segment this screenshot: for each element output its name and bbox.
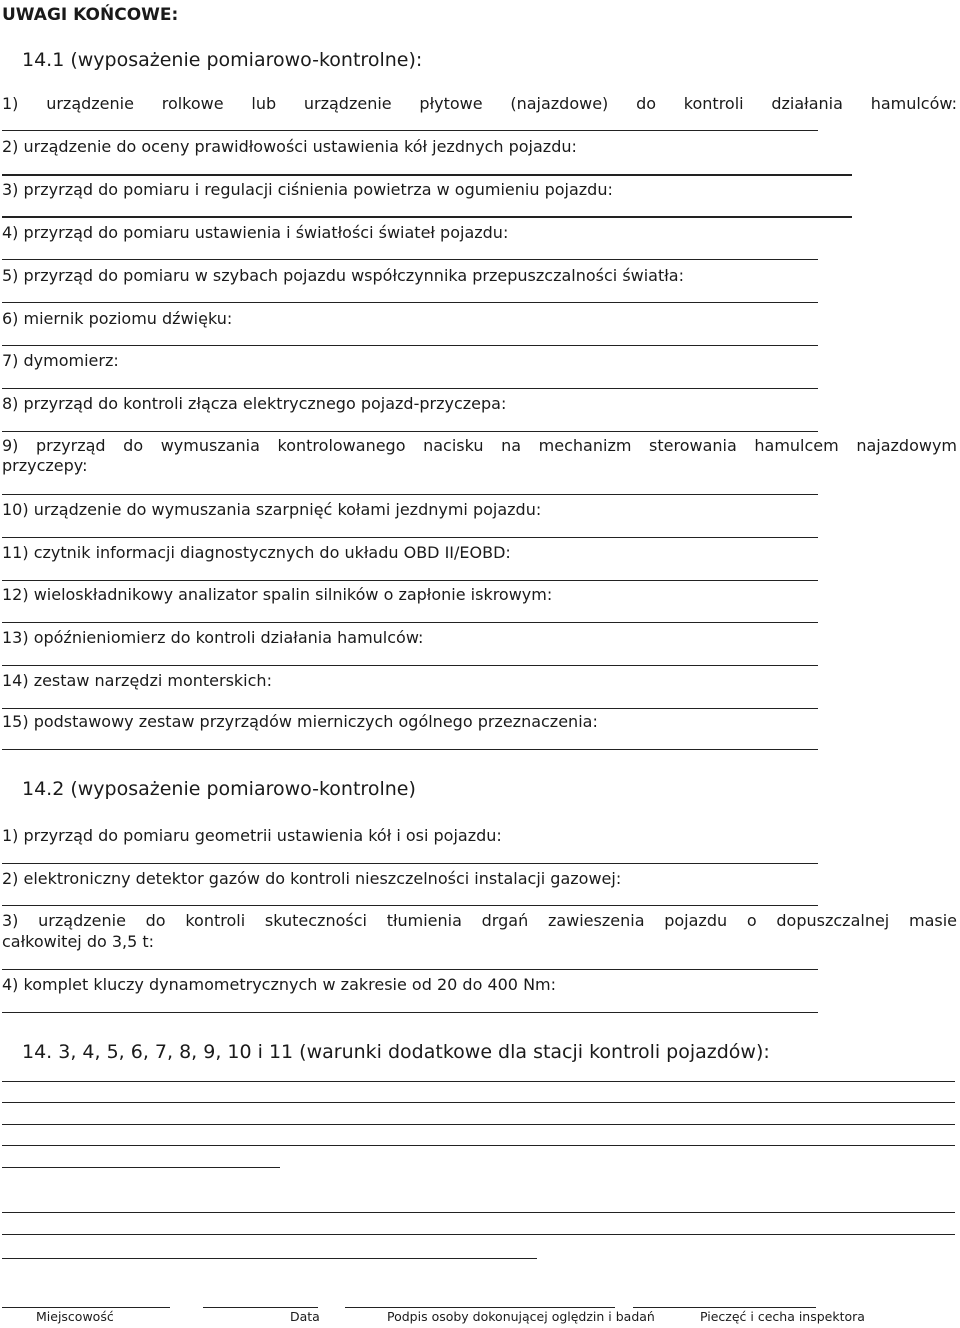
signature-line-stamp [633,1307,816,1308]
fill-line [2,1167,280,1168]
item-14-1-2: 2) urządzenie do oceny prawidłowości ustawienia kół jezdnych pojazdu: [2,137,577,156]
item-14-1-3: 3) przyrząd do pomiaru i regulacji ciśnienia powietrza w ogumieniu pojazdu: [2,180,613,199]
fill-line [2,969,818,970]
item-14-2-3: 3) urządzenie do kontroli skuteczności tłumienia drgań zawieszenia pojazdu o dopuszczalnej masie [2,911,957,930]
signature-signer-label: Podpis osoby dokonującej oględzin i badań [387,1309,655,1324]
fill-line [2,1145,955,1146]
fill-line [2,863,818,864]
fill-line [2,1258,537,1259]
item-14-1-4: 4) przyrząd do pomiaru ustawienia i światłości świateł pojazdu: [2,223,509,242]
fill-line [2,345,818,346]
item-14-2-2: 2) elektroniczny detektor gazów do kontroli nieszczelności instalacji gazowej: [2,869,622,888]
fill-line [2,130,818,131]
signature-stamp-label: Pieczęć i cecha inspektora [700,1309,865,1324]
fill-line [2,749,818,750]
signature-date-label: Data [290,1309,320,1324]
item-14-2-3-cont: całkowitej do 3,5 t: [2,932,155,951]
section-14-1-heading: 14.1 (wyposażenie pomiarowo-kontrolne): [22,49,423,71]
fill-line [2,302,818,303]
fill-line [2,431,818,432]
item-14-1-11: 11) czytnik informacji diagnostycznych do układu OBD II/EOBD: [2,543,511,562]
fill-line [2,580,818,581]
fill-line [2,174,852,176]
signature-line-place [2,1307,170,1308]
item-14-2-4: 4) komplet kluczy dynamometrycznych w zakresie od 20 do 400 Nm: [2,975,557,994]
fill-line [2,1212,955,1213]
fill-line [2,905,818,906]
item-14-1-6: 6) miernik poziomu dźwięku: [2,309,233,328]
item-14-1-14: 14) zestaw narzędzi monterskich: [2,671,272,690]
document-title: UWAGI KOŃCOWE: [2,5,179,25]
fill-line [2,1012,818,1013]
section-14-2-heading: 14.2 (wyposażenie pomiarowo-kontrolne) [22,778,416,800]
fill-line [2,708,818,709]
item-14-1-7: 7) dymomierz: [2,351,119,370]
fill-line [2,1234,955,1235]
item-14-1-8: 8) przyrząd do kontroli złącza elektrycznego pojazd-przyczepa: [2,394,507,413]
fill-line [2,216,852,218]
item-14-1-9-cont: przyczepy: [2,456,88,475]
item-14-1-12: 12) wieloskładnikowy analizator spalin silników o zapłonie iskrowym: [2,585,553,604]
item-14-1-15: 15) podstawowy zestaw przyrządów mierniczych ogólnego przeznaczenia: [2,712,598,731]
fill-line [2,665,818,666]
fill-line [2,1081,955,1082]
item-14-1-13: 13) opóźnieniomierz do kontroli działania hamulców: [2,628,424,647]
fill-line [2,1124,955,1125]
item-14-1-10: 10) urządzenie do wymuszania szarpnięć kołami jezdnymi pojazdu: [2,500,542,519]
section-14-3-heading: 14. 3, 4, 5, 6, 7, 8, 9, 10 i 11 (warunki dodatkowe dla stacji kontroli pojazdów): [22,1041,770,1063]
signature-place-label: Miejscowość [36,1309,114,1324]
fill-line [2,537,818,538]
signature-line-signer [345,1307,615,1308]
fill-line [2,622,818,623]
fill-line [2,1102,955,1103]
fill-line [2,494,818,495]
item-14-1-9: 9) przyrząd do wymuszania kontrolowanego nacisku na mechanizm sterowania hamulcem najazdowym [2,436,957,455]
signature-line-date [203,1307,318,1308]
item-14-1-5: 5) przyrząd do pomiaru w szybach pojazdu współczynnika przepuszczalności światła: [2,266,684,285]
fill-line [2,388,818,389]
item-14-1-1: 1) urządzenie rolkowe lub urządzenie płytowe (najazdowe) do kontroli działania hamulców: [2,94,957,113]
item-14-2-1: 1) przyrząd do pomiaru geometrii ustawienia kół i osi pojazdu: [2,826,502,845]
fill-line [2,259,818,260]
